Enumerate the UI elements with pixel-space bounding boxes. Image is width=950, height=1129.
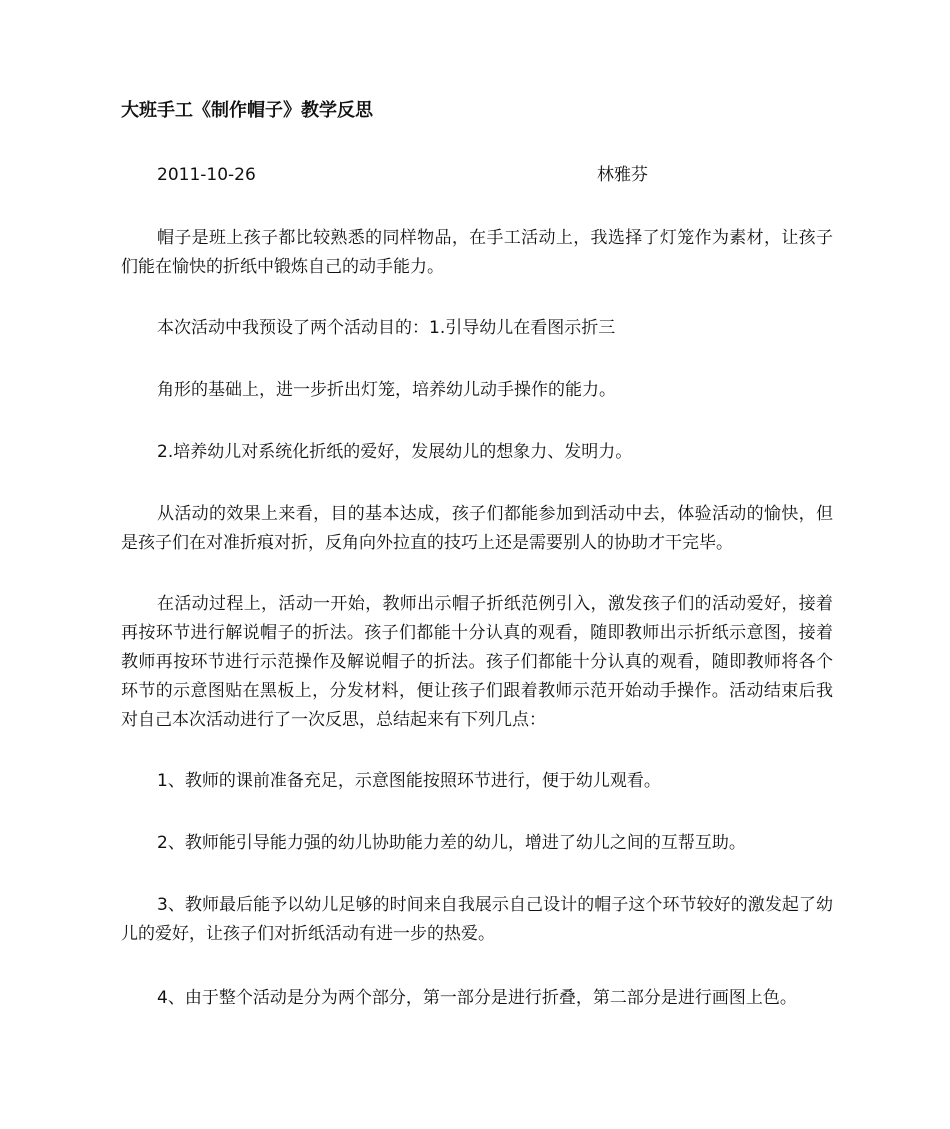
paragraph-intro: 帽子是班上孩子都比较熟悉的同样物品，在手工活动上，我选择了灯笼作为素材，让孩子们能在愉快的折纸中锻炼自己的动手能力。 xyxy=(121,228,833,277)
document-author: 林雅芬 xyxy=(597,165,648,185)
paragraph-goal-2: 2.培养幼儿对系统化折纸的爱好，发展幼儿的想象力、发明力。 xyxy=(157,442,633,462)
document-title: 大班手工《制作帽子》教学反思 xyxy=(121,100,373,121)
paragraph-point-3: 3、教师最后能予以幼儿足够的时间来自我展示自己设计的帽子这个环节较好的激发起了幼儿的爱好，让孩子们对折纸活动有进一步的热爱。 xyxy=(121,895,833,944)
paragraph-goal-1: 角形的基础上，进一步折出灯笼，培养幼儿动手操作的能力。 xyxy=(157,380,616,400)
paragraph-process: 在活动过程上，活动一开始，教师出示帽子折纸范例引入，激发孩子们的活动爱好，接着再按环节进行解说帽子的折法。孩子们都能十分认真的观看，随即教师出示折纸示意图，接着教师再按环节进行示范操作及解说帽子的折法。孩子们都能十分认真的观看，随即教师将各个环节的示意图贴在黑板上，分发材料，便让孩子们跟着教师示范开始动手操作。活动结束后我对自己本次活动进行了一次反思，总结起来有下列几点： xyxy=(121,594,833,730)
paragraph-point-1: 1、教师的课前准备充足，示意图能按照环节进行，便于幼儿观看。 xyxy=(157,771,661,791)
paragraph-effect: 从活动的效果上来看，目的基本达成，孩子们都能参加到活动中去，体验活动的愉快，但是孩子们在对准折痕对折，反角向外拉直的技巧上还是需要别人的协助才干完毕。 xyxy=(121,504,833,553)
paragraph-point-2: 2、教师能引导能力强的幼儿协助能力差的幼儿，增进了幼儿之间的互帮互助。 xyxy=(157,833,746,853)
document-date: 2011-10-26 xyxy=(157,165,256,185)
paragraph-point-4: 4、由于整个活动是分为两个部分，第一部分是进行折叠，第二部分是进行画图上色。 xyxy=(157,988,797,1008)
paragraph-goals: 本次活动中我预设了两个活动目的：1.引导幼儿在看图示折三 xyxy=(157,318,616,338)
